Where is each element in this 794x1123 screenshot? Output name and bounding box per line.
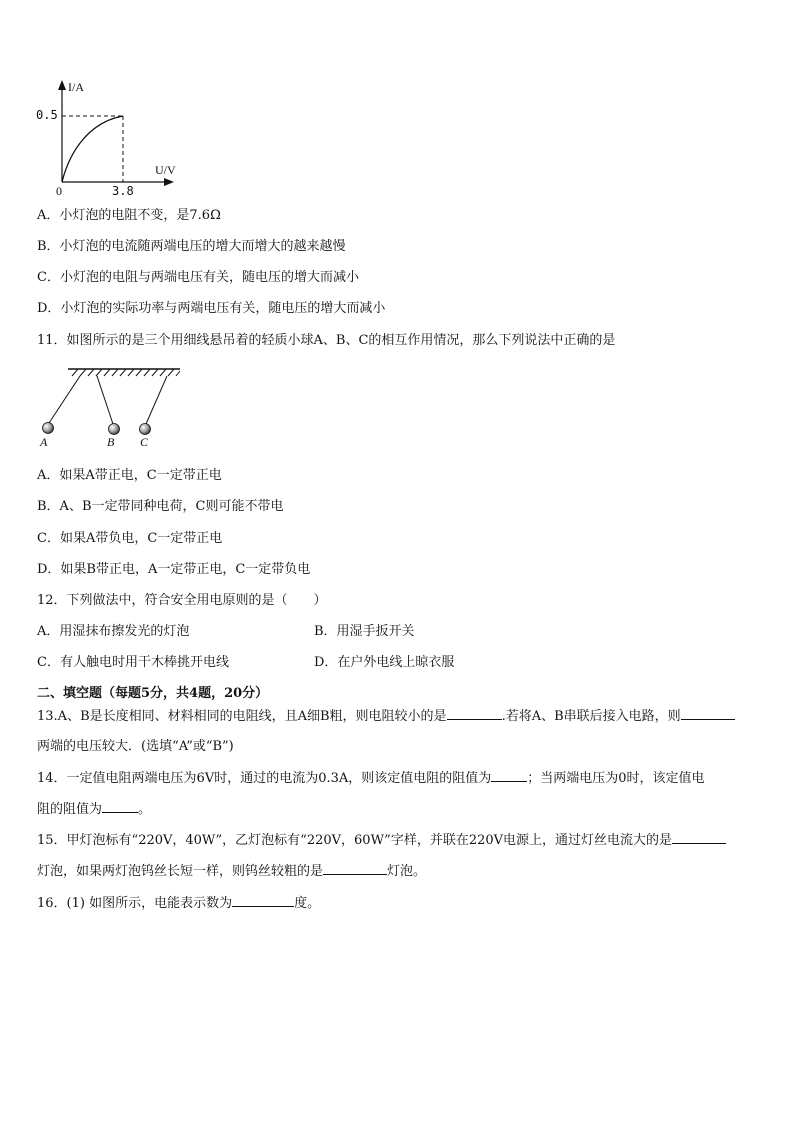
ball-a xyxy=(43,423,54,434)
q16-blank[interactable] xyxy=(232,894,294,907)
q12-option-c: C．有人触电时用干木棒挑开电线 xyxy=(37,655,229,670)
q11-option-b: B．A、B一定带同种电荷，C则可能不带电 xyxy=(37,499,284,514)
q15-text-1: 15．甲灯泡标有“220V，40W”，乙灯泡标有“220V，60W”字样，并联在220V电源上，通过灯丝电流大的是 xyxy=(37,833,673,848)
q12-stem: 12．下列做法中，符合安全用电原则的是（ ） xyxy=(37,593,327,608)
origin-label: 0 xyxy=(56,184,62,198)
ball-c xyxy=(140,424,151,435)
x-axis-label: U/V xyxy=(155,163,176,177)
q16-text-2: 度。 xyxy=(294,896,321,911)
ball-a-label: A xyxy=(40,435,48,449)
q11-option-a: A．如果A带正电，C一定带正电 xyxy=(37,468,222,483)
ball-b xyxy=(109,424,120,435)
q13-blank-1[interactable] xyxy=(447,707,502,720)
q15-line-2 xyxy=(37,862,426,881)
q13-text-1: 13.A、B是长度相同、材料相同的电阻线，且A细B粗，则电阻较小的是 xyxy=(37,709,447,724)
y-axis-label: I/A xyxy=(68,80,84,94)
q14-text-4: 。 xyxy=(138,802,152,817)
q14-blank-1[interactable] xyxy=(491,769,527,782)
x-tick-label: 3.8 xyxy=(112,184,134,198)
q14-text-3: 阻的阻值为 xyxy=(37,802,103,817)
q14-blank-2[interactable] xyxy=(102,800,138,813)
q13-blank-2[interactable] xyxy=(681,707,735,720)
y-tick-label: 0.5 xyxy=(36,108,58,122)
q12-option-a: A．用湿抹布擦发光的灯泡 xyxy=(37,624,190,639)
q10-option-a: A．小灯泡的电阻不变，是7.6Ω xyxy=(37,208,221,223)
q15-blank-1[interactable] xyxy=(672,831,726,844)
section-2-title: 二、填空题（每题5分，共4题，20分） xyxy=(37,686,269,701)
q13-line-1 xyxy=(37,707,735,726)
q15-text-2: 灯泡，如果两灯泡钨丝长短一样，则钨丝较粗的是 xyxy=(37,864,324,879)
q13-text-2: .若将A、B串联后接入电路，则 xyxy=(501,709,681,724)
hanging-balls-drawing xyxy=(0,0,200,460)
q16-line xyxy=(37,894,320,913)
q14-line-1 xyxy=(37,769,705,788)
ball-c-label: C xyxy=(140,435,149,449)
q15-line-1 xyxy=(37,831,726,850)
q14-text-1: 14．一定值电阻两端电压为6V时，通过的电流为0.3A，则该定值电阻的阻值为 xyxy=(37,771,492,786)
q10-option-c: C．小灯泡的电阻与两端电压有关，随电压的增大而减小 xyxy=(37,270,359,285)
q11-stem: 11．如图所示的是三个用细线悬吊着的轻质小球A、B、C的相互作用情况，那么下列说法中正确的是 xyxy=(37,333,616,348)
q10-option-b: B．小灯泡的电流随两端电压的增大而增大的越来越慢 xyxy=(37,239,346,254)
q12-option-b: B．用湿手扳开关 xyxy=(314,624,415,639)
q12-option-d: D．在户外电线上晾衣服 xyxy=(314,655,455,670)
q11-option-d: D．如果B带正电，A一定带正电，C一定带负电 xyxy=(37,562,311,577)
q11-option-c: C．如果A带负电，C一定带正电 xyxy=(37,531,223,546)
q14-line-2 xyxy=(37,800,151,819)
q10-option-d: D．小灯泡的实际功率与两端电压有关，随电压的增大而减小 xyxy=(37,301,386,316)
ball-b-label: B xyxy=(107,435,115,449)
q14-text-2: ；当两端电压为0时，该定值电 xyxy=(527,771,705,786)
q15-text-3: 灯泡。 xyxy=(387,864,427,879)
q13-line-2: 两端的电压较大．(选填“A”或“B”) xyxy=(37,739,234,754)
q16-text-1: 16．(1) 如图所示，电能表示数为 xyxy=(37,896,233,911)
q15-blank-2[interactable] xyxy=(323,862,387,875)
